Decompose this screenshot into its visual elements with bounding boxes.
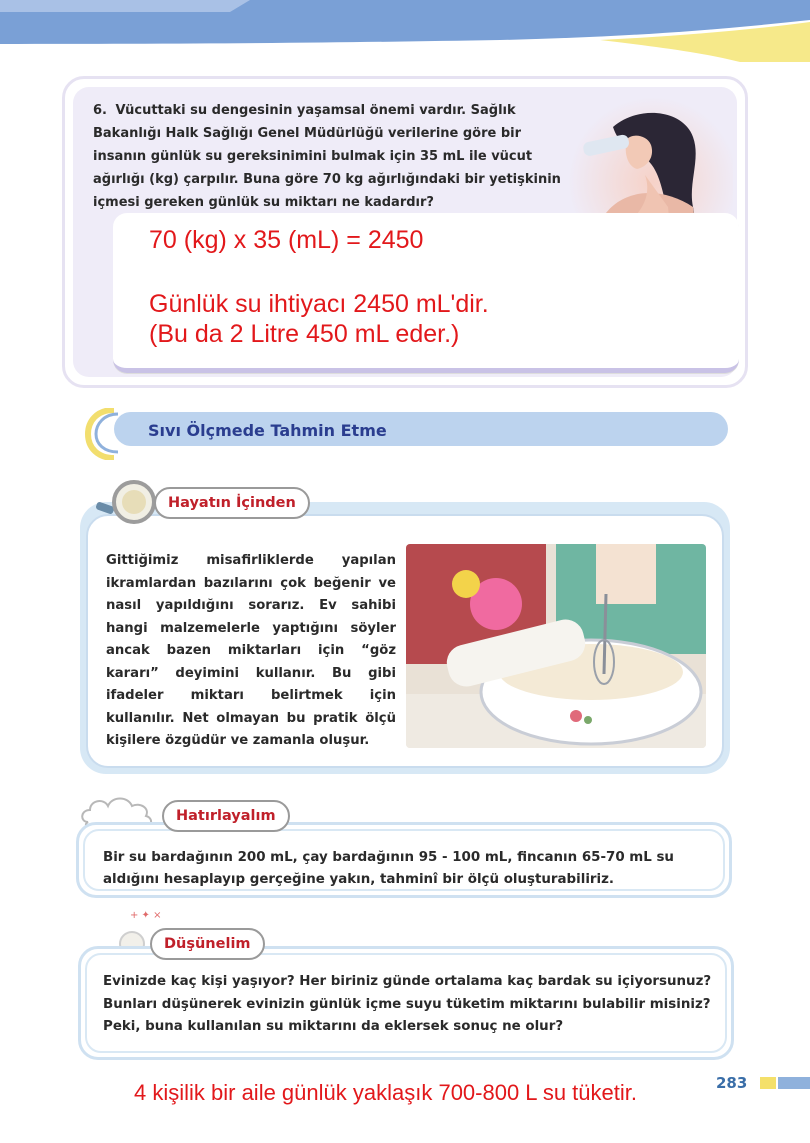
baking-photo bbox=[406, 544, 706, 748]
section-title: Sıvı Ölçmede Tahmin Etme bbox=[148, 421, 387, 440]
remember-box bbox=[76, 822, 732, 898]
remember-text: Bir su bardağının 200 mL, çay bardağının 95 - 100 mL, fincanın 65-70 mL su aldığını hesaplayıp gerçeğine yakın, tahminî bir ölçü oluşturabiliriz. bbox=[103, 850, 674, 887]
answer-box bbox=[113, 213, 739, 373]
question-card bbox=[62, 76, 748, 388]
question-text-block bbox=[93, 99, 563, 214]
section-header bbox=[84, 408, 729, 452]
question-card-inner bbox=[73, 87, 737, 377]
remember-tag: Hatırlayalım bbox=[162, 800, 290, 832]
page-number: 283 bbox=[716, 1074, 748, 1092]
remember-inner bbox=[83, 829, 725, 891]
life-text: Gittiğimiz misafirliklerde yapılan ikramlardan bazılarını çok beğenir ve nasıl yapıldığını sorarız. Ev sahibi hangi malzemelerle yaptığını söyler ancak bazen miktarları için “göz kararı” deyimini kullanır. Bu gibi ifadeler miktarı belirtmek için kullanılır. Net olmayan bu pratik ölçü kişilere özgüdür ve zamanla oluşur. bbox=[106, 553, 396, 748]
life-card-inner bbox=[86, 514, 724, 768]
answer-result: Günlük su ihtiyacı 2450 mL'dir. bbox=[149, 290, 489, 318]
think-box bbox=[78, 946, 734, 1060]
think-inner bbox=[85, 953, 727, 1053]
section-pill bbox=[114, 412, 728, 446]
think-tag: Düşünelim bbox=[150, 928, 265, 960]
answer-calculation: 70 (kg) x 35 (mL) = 2450 bbox=[149, 226, 424, 254]
think-text: Evinizde kaç kişi yaşıyor? Her biriniz günde ortalama kaç bardak su içiyorsunuz? Bunları düşünerek evinizin günlük içme suyu tüketim miktarını bulabilir misiniz? Peki, buna kullanılan su miktarını da eklersek sonuç ne olur? bbox=[103, 974, 712, 1034]
svg-text:+ ✦ ×: + ✦ × bbox=[130, 910, 162, 921]
question-number: 6. bbox=[93, 103, 107, 118]
page-accent-yellow bbox=[760, 1077, 776, 1089]
top-decoration bbox=[0, 0, 810, 62]
life-tag: Hayatın İçinden bbox=[154, 487, 310, 519]
life-card bbox=[80, 502, 730, 774]
footer-handwritten-note: 4 kişilik bir aile günlük yaklaşık 700-800 L su tüketir. bbox=[134, 1080, 637, 1105]
magnifier-icon bbox=[96, 478, 158, 528]
question-text: Vücuttaki su dengesinin yaşamsal önemi vardır. Sağlık Bakanlığı Halk Sağlığı Genel Müdürlüğü verilerine göre bir insanın günlük su gereksinimini bulmak için 35 mL ile vücut ağırlığı (kg) çarpılır. Buna göre 70 kg ağırlığındaki bir yetişkinin içmesi gereken günlük su miktarı ne kadardır? bbox=[93, 103, 561, 210]
answer-conversion: (Bu da 2 Litre 450 mL eder.) bbox=[149, 320, 460, 348]
page-accent-blue bbox=[778, 1077, 810, 1089]
